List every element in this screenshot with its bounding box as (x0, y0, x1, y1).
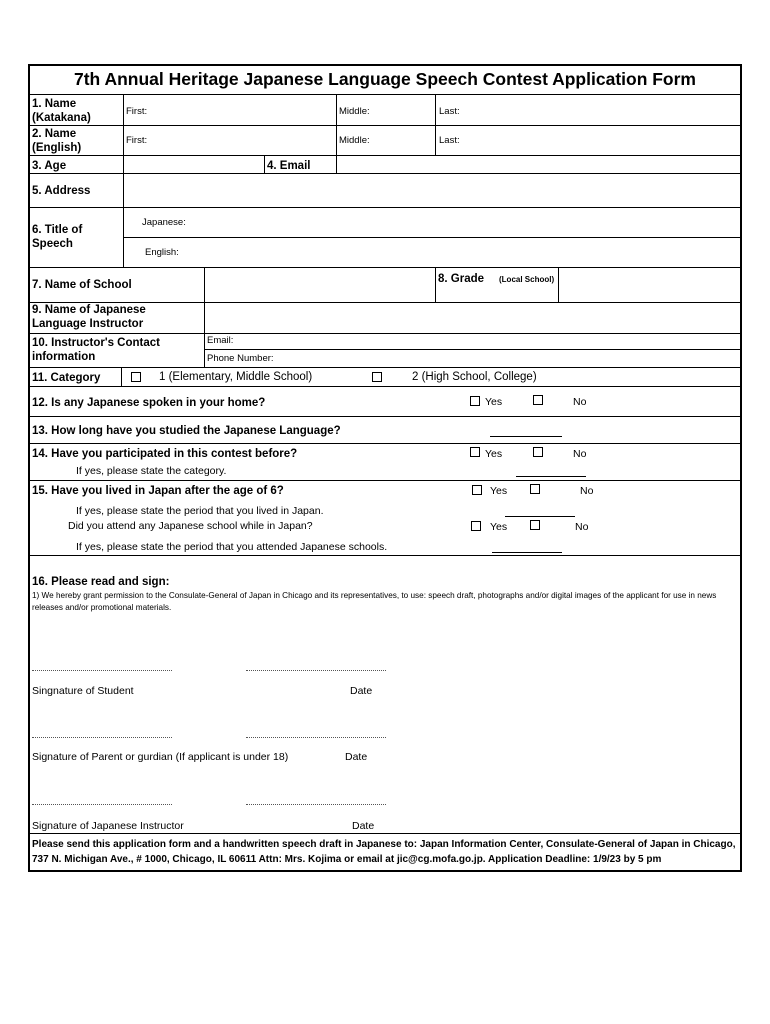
q12-label: 12. Is any Japanese spoken in your home? (32, 397, 266, 409)
divider (30, 207, 740, 208)
q14-category-line[interactable] (516, 476, 586, 477)
english-first-label: First: (126, 135, 148, 146)
q15-yes-label: Yes (490, 485, 508, 497)
email-label: 4. Email (267, 160, 311, 172)
grade-label: 8. Grade (438, 273, 485, 285)
speech-japanese-label: Japanese: (142, 217, 186, 228)
q15-school-period-prompt: If yes, please state the period that you attended Japanese schools. (76, 541, 388, 553)
application-form (28, 64, 742, 872)
instructor-contact-label: 10. Instructor's Contact information (32, 337, 160, 363)
english-last-label: Last: (439, 135, 460, 146)
katakana-middle-label: Middle: (339, 106, 370, 117)
q15-school-no-label: No (575, 521, 589, 533)
contact-email-label: Email: (207, 335, 234, 346)
q14-yes-checkbox[interactable] (470, 447, 480, 457)
parent-date-label: Date (345, 751, 368, 763)
school-label: 7. Name of School (32, 279, 132, 291)
divider (264, 155, 265, 173)
student-date-label: Date (350, 685, 373, 697)
speech-title-label: 6. Title of Speech (32, 224, 83, 250)
katakana-first-label: First: (126, 106, 148, 117)
divider (30, 333, 740, 334)
english-middle-label: Middle: (339, 135, 370, 146)
divider (123, 155, 124, 268)
divider (30, 267, 740, 268)
divider (204, 349, 740, 350)
consent-text: 1) We hereby grant permission to the Consulate-General of Japan in Chicago and its representatives, to use: speech draft, photographs and/or digital images of the applicant for use in news releases and/or promotional materials. (32, 591, 717, 612)
katakana-last-label: Last: (439, 106, 460, 117)
divider (30, 416, 740, 417)
divider (30, 155, 740, 156)
divider (435, 267, 436, 302)
divider (558, 267, 559, 302)
q15-yes-checkbox[interactable] (472, 485, 482, 495)
instructor-label: 9. Name of Japanese Language Instructor (32, 304, 146, 330)
consent-heading: 16. Please read and sign: (32, 576, 170, 588)
speech-english-label: English: (145, 247, 179, 258)
form-title: 7th Annual Heritage Japanese Language Speech Contest Application Form (73, 69, 696, 89)
divider (30, 833, 740, 834)
parent-signature-label: Signature of Parent or gurdian (If applicant is under 18) (32, 751, 289, 763)
q15-period-line[interactable] (505, 516, 575, 517)
divider (123, 94, 124, 155)
category-1-label: 1 (Elementary, Middle School) (159, 371, 313, 383)
q14-label: 14. Have you participated in this contest before? (32, 448, 298, 460)
divider (30, 386, 740, 387)
divider (30, 480, 740, 481)
divider (121, 367, 122, 386)
grade-note: (Local School) (499, 275, 555, 284)
instructor-date-line[interactable] (246, 804, 386, 805)
instructor-signature-line[interactable] (32, 804, 172, 805)
name-katakana-label: 1. Name (Katakana) (32, 98, 91, 124)
student-date-line[interactable] (246, 670, 386, 671)
instructor-date-label: Date (352, 820, 375, 832)
q12-yes-label: Yes (485, 396, 503, 408)
divider (204, 267, 205, 367)
category-2-checkbox[interactable] (372, 372, 382, 382)
contact-phone-label: Phone Number: (207, 353, 274, 364)
student-signature-label: Singnature of Student (32, 685, 134, 697)
q13-answer-line[interactable] (490, 436, 562, 437)
q14-no-checkbox[interactable] (533, 447, 543, 457)
divider (30, 443, 740, 444)
address-label: 5. Address (32, 185, 91, 197)
divider (336, 155, 337, 173)
q14-yes-label: Yes (485, 448, 503, 460)
q14-no-label: No (573, 448, 587, 460)
divider (435, 94, 436, 155)
divider (336, 94, 337, 155)
q15-no-checkbox[interactable] (530, 484, 540, 494)
mailing-instructions: Please send this application form and a handwritten speech draft in Japanese to: Japan Information Center, Consulate-General of Japan in Chicago, 737 N. Michigan Ave., # 1000, Chicago, IL 60611 Attn: Mrs. Kojima or email at jic@cg.mofa.go.jp. Application Deadline: 1/9/23 by 5 pm (32, 839, 736, 865)
q15-school-no-checkbox[interactable] (530, 520, 540, 530)
q15-period-prompt: If yes, please state the period that you lived in Japan. (76, 505, 324, 517)
q14-followup: If yes, please state the category. (76, 465, 227, 477)
category-label: 11. Category (32, 372, 101, 384)
divider (30, 173, 740, 174)
q15-school-period-line[interactable] (492, 552, 562, 553)
category-2-label: 2 (High School, College) (412, 371, 537, 383)
student-signature-line[interactable] (32, 670, 172, 671)
q12-yes-checkbox[interactable] (470, 396, 480, 406)
q13-label: 13. How long have you studied the Japanese Language? (32, 425, 341, 437)
q15-label: 15. Have you lived in Japan after the age of 6? (32, 485, 284, 497)
q15-school-question: Did you attend any Japanese school while in Japan? (68, 520, 313, 532)
divider (123, 237, 740, 238)
q15-school-yes-label: Yes (490, 521, 508, 533)
divider (30, 125, 740, 126)
q15-no-label: No (580, 485, 594, 497)
divider (30, 367, 740, 368)
q12-no-label: No (573, 396, 587, 408)
name-english-label: 2. Name (English) (32, 128, 82, 154)
divider (30, 555, 740, 556)
q15-school-yes-checkbox[interactable] (471, 521, 481, 531)
divider (30, 94, 740, 95)
age-label: 3. Age (32, 160, 67, 172)
instructor-signature-label: Signature of Japanese Instructor (32, 820, 184, 832)
parent-signature-line[interactable] (32, 737, 172, 738)
q12-no-checkbox[interactable] (533, 395, 543, 405)
parent-date-line[interactable] (246, 737, 386, 738)
category-1-checkbox[interactable] (131, 372, 141, 382)
